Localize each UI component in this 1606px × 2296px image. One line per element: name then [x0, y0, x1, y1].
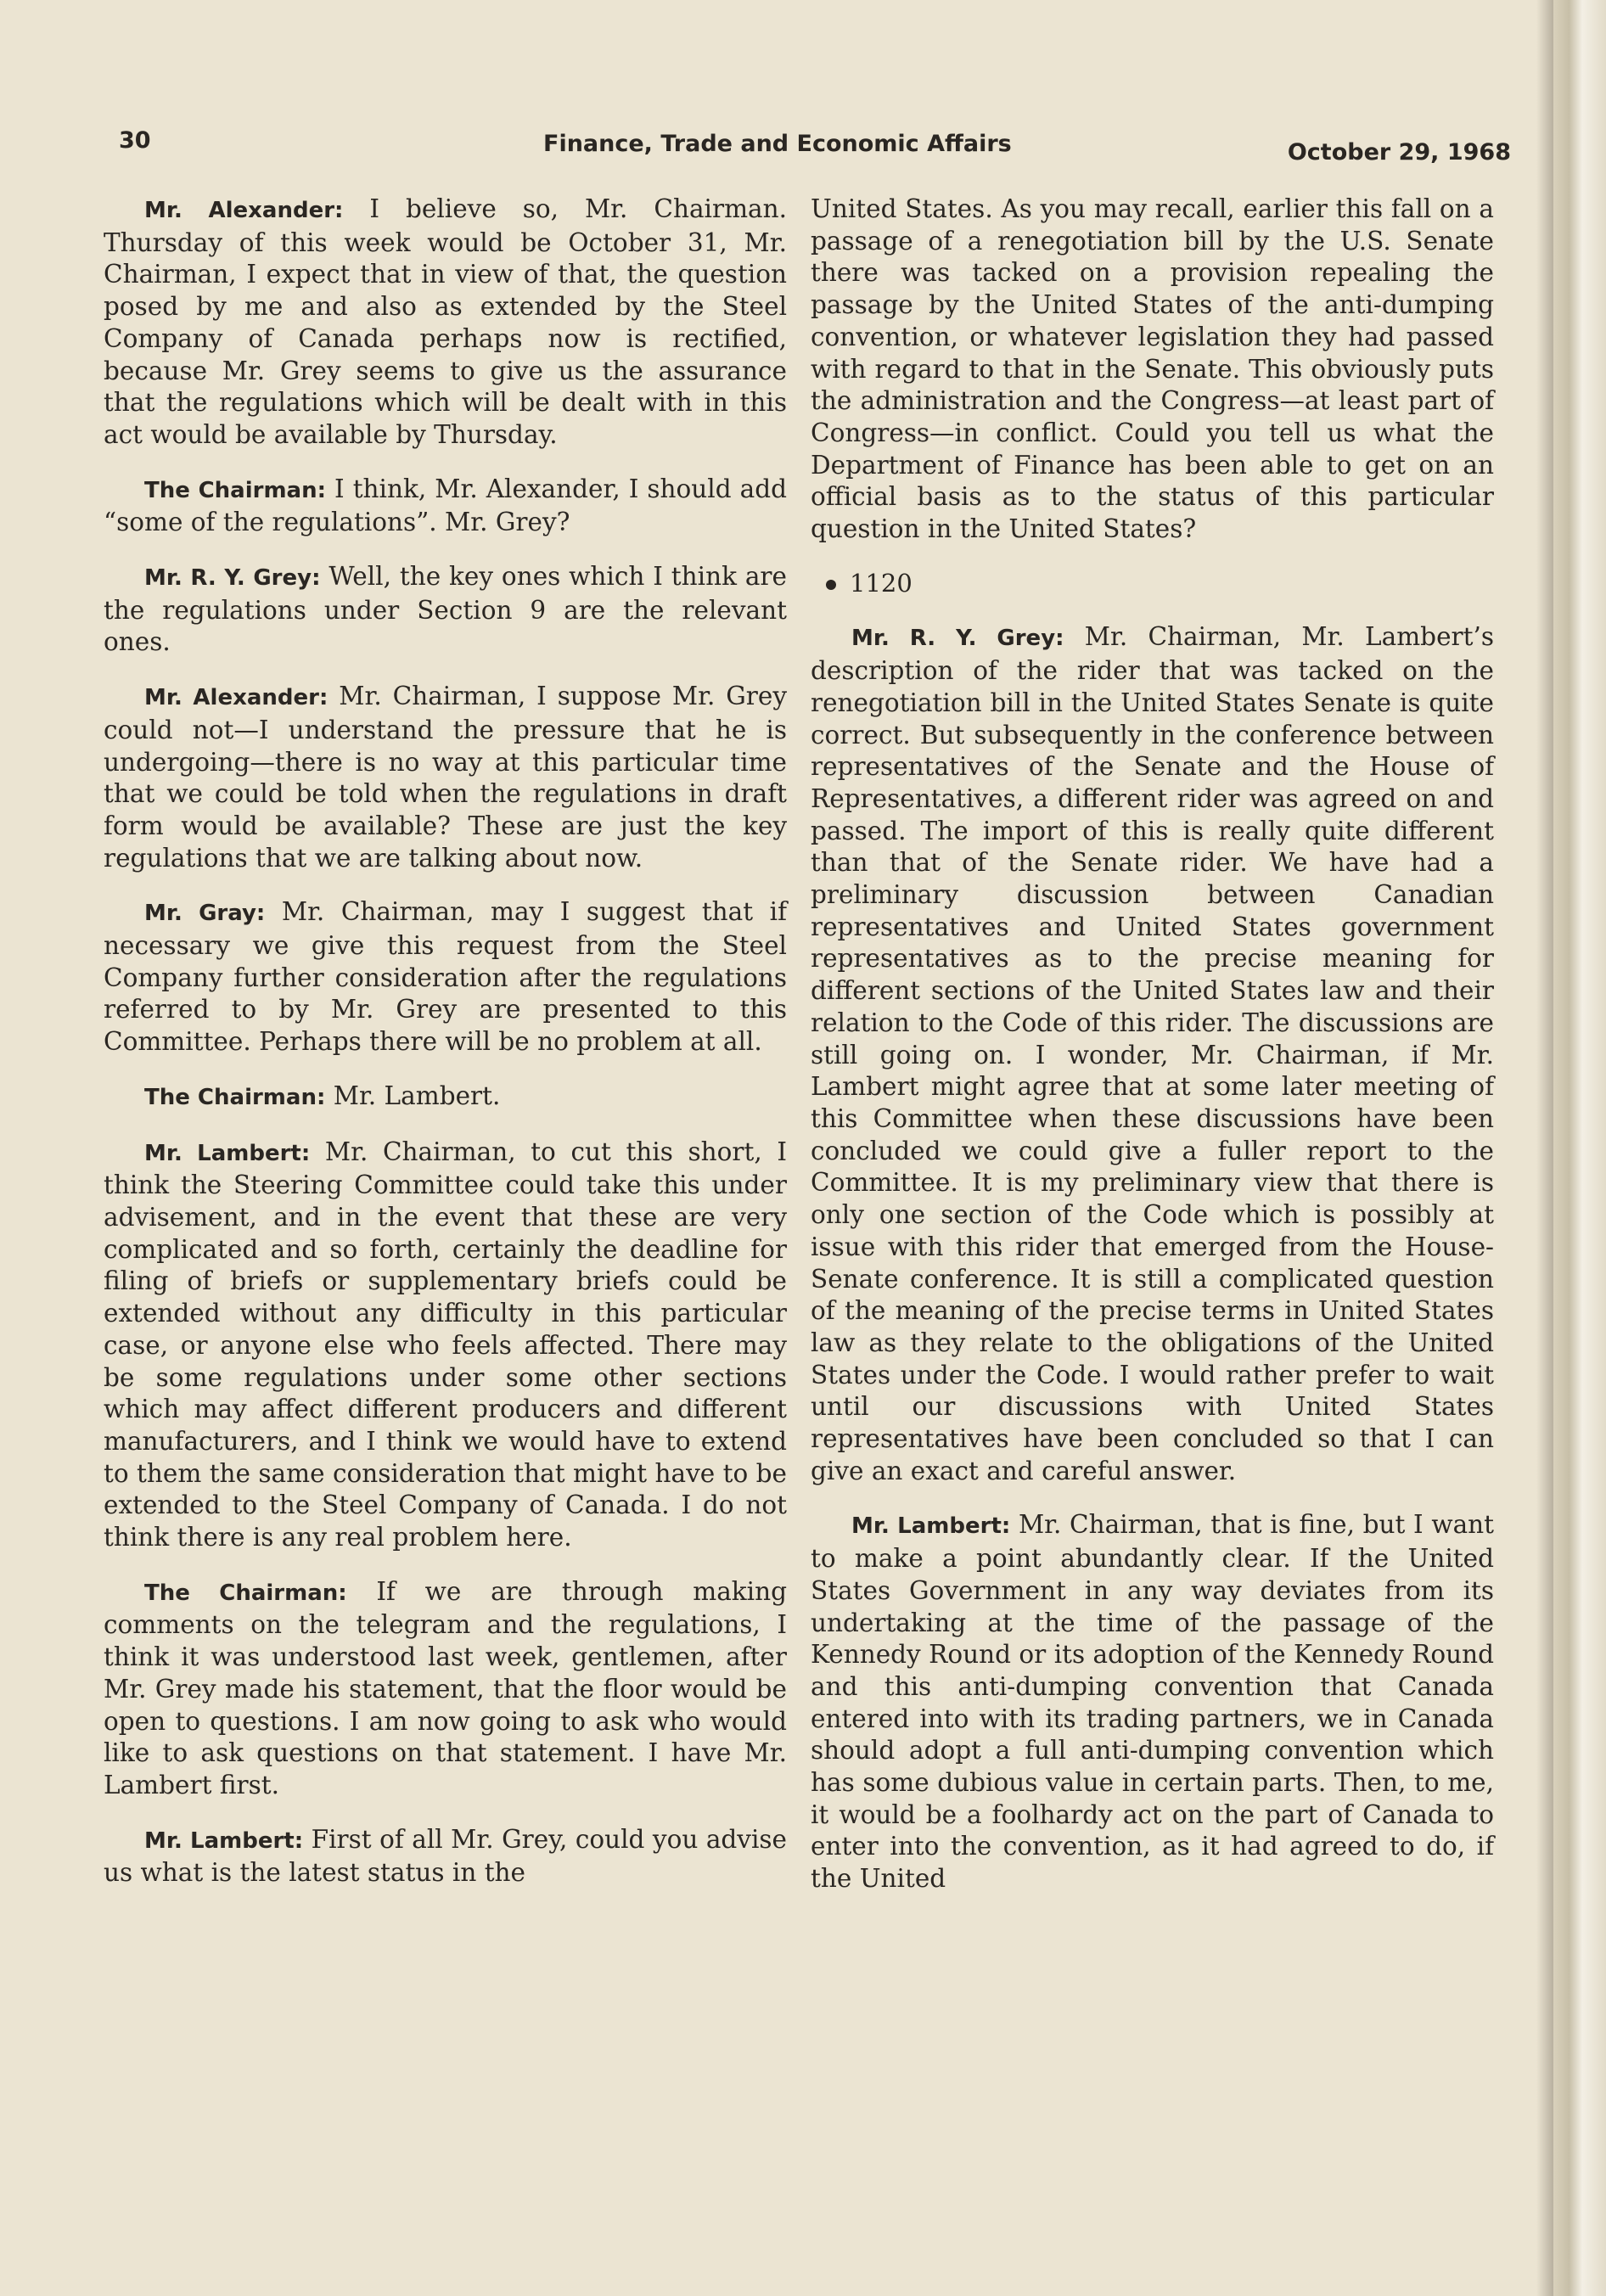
book-spine-edge: [1553, 0, 1606, 2296]
paragraph: [811, 1509, 1494, 1895]
speaker-label: The Chairman:: [144, 1084, 326, 1110]
paragraph-text: Mr. Chairman, I suppose Mr. Grey could not—I understand the pressure that he is undergoing—there is no way at this particular time that we could be told when the regulations in draft form would be available? These are just the key regulations that we are talking about now.: [104, 682, 788, 873]
page-header: [119, 127, 1511, 170]
speaker-label: The Chairman:: [144, 477, 326, 503]
right-column: [811, 194, 1494, 1917]
continued-paragraph: United States. As you may recall, earlier this fall on a passage of a renegotiation bill by the U.S. Senate there was tacked on a provision repealing the passage by the United States of the anti-dumping convention, or whatever legislation they had passed with regard to that in the Senate. This obviously puts the administration and the Congress—at least part of Congress—in conflict. Could you tell us what the Department of Finance has been able to get on an official basis as to the status of this particular question in the United States?: [811, 194, 1494, 544]
paragraph: [104, 1081, 787, 1114]
speaker-label: Mr. Alexander:: [144, 198, 344, 223]
header-date: October 29, 1968: [1287, 139, 1511, 166]
page-number: 30: [119, 127, 151, 154]
paragraph-text: Mr. Lambert.: [325, 1081, 501, 1110]
paragraph-text: Mr. Chairman, that is fine, but I want to make a point abundantly clear. If the United States Government in any way deviates from its undertaking at the time of the passage of the Kennedy Round or its adoption of the Kennedy Round and this anti-dumping convention that Canada entered into with its trading partners, we in Canada should adopt a full anti-dumping convention which has some dubious value in certain parts. Then, to me, it would be a foolhardy act on the part of Canada to enter into the convention, as it had agreed to do, if the United: [811, 1510, 1495, 1894]
paragraph-text: Well, the key ones which I think are the regulations under Section 9 are the relevant ones.: [104, 562, 787, 657]
paragraph: [104, 561, 787, 659]
paragraph: [104, 681, 787, 874]
paragraph: [104, 896, 787, 1058]
time-marker: [826, 568, 1494, 600]
paragraph-text: If we are through making comments on the telegram and the regulations, I think it was understood last week, gentlemen, after Mr. Grey made his statement, that the floor would be open to questions. I am now going to ask who would like to ask questions on that statement. I have Mr. Lambert first.: [104, 1576, 787, 1799]
paragraph-text: Mr. Chairman, to cut this short, I think the Steering Committee could take this under advisement, and in the event that these are very complicated and so forth, certainly the deadline for filing of briefs or supplementary briefs could be extended without any difficulty in this particular case, or anyone else who feels affected. There may be some regulations under some other sections which may affect different producers and different manufacturers, and I think we would have to extend to them the same consideration that might have to be extended to the Steel Company of Canada. I do not think there is any real problem here.: [104, 1137, 787, 1552]
paragraph-text: I believe so, Mr. Chairman. Thursday of this week would be October 31, Mr. Chairman, I expect that in view of that, the question posed by me and also as extended by the Steel Company of Canada perhaps now is rectified, because Mr. Grey seems to give us the assurance that the regulations which will be dealt with in this act would be available by Thursday.: [104, 194, 788, 449]
paragraph-text: First of all Mr. Grey, could you advise us what is the latest status in the: [104, 1824, 788, 1888]
paragraph: [104, 1137, 787, 1554]
speaker-label: Mr. R. Y. Grey:: [851, 626, 1064, 652]
speaker-label: Mr. Lambert:: [851, 1513, 1011, 1540]
speaker-label: Mr. Gray:: [144, 901, 266, 927]
paragraph-text: Mr. Chairman, may I suggest that if necessary we give this request from the Steel Company further consideration after the regulations referred to by Mr. Grey are presented to this Committee. Perhaps there will be no problem at all.: [104, 897, 787, 1057]
paragraph-text: I think, Mr. Alexander, I should add “some of the regulations”. Mr. Grey?: [104, 474, 787, 537]
paragraph: [811, 621, 1494, 1487]
speaker-label: Mr. Alexander:: [144, 685, 328, 711]
speaker-label: Mr. R. Y. Grey:: [144, 565, 321, 592]
paragraph: [104, 1824, 787, 1889]
running-title: Finance, Trade and Economic Affairs: [543, 131, 1012, 157]
bullet-icon: [826, 580, 836, 590]
paragraph: [104, 194, 787, 452]
speaker-label: The Chairman:: [144, 1580, 347, 1606]
paragraph: [104, 1576, 787, 1802]
time-marker-text: 1120: [850, 568, 912, 598]
speaker-label: Mr. Lambert:: [144, 1140, 311, 1166]
speaker-label: Mr. Lambert:: [144, 1827, 304, 1854]
paragraph: [104, 474, 787, 539]
paragraph-text: Mr. Chairman, Mr. Lambert’s description of the rider that was tacked on the renegotiation bill in the United States Senate is quite correct. But subsequently in the conference between representatives of the Senate and the House of Representatives, a different rider was agreed on and passed. The import of this is really quite different than that of the Senate rider. We have had a preliminary discussion between Canadian representatives and United States government representatives as to the precise meaning for different sections of the United States law and their relation to the Code of this rider. The discussions are still going on. I wonder, Mr. Chairman, if Mr. Lambert might agree that at some later meeting of this Committee when these discussions have been concluded we could give a fuller report to the Committee. It is my preliminary view that there is only one section of the Code which is possibly at issue with this rider that emerged from the House-Senate conference. It is still a complicated question of the meaning of the precise terms in United States law as they relate to the obligations of the United States under the Code. I would rather prefer to wait until our discussions with United States representatives have been concluded so that I can give an exact and careful answer.: [811, 622, 1494, 1485]
left-column: [104, 194, 787, 1911]
